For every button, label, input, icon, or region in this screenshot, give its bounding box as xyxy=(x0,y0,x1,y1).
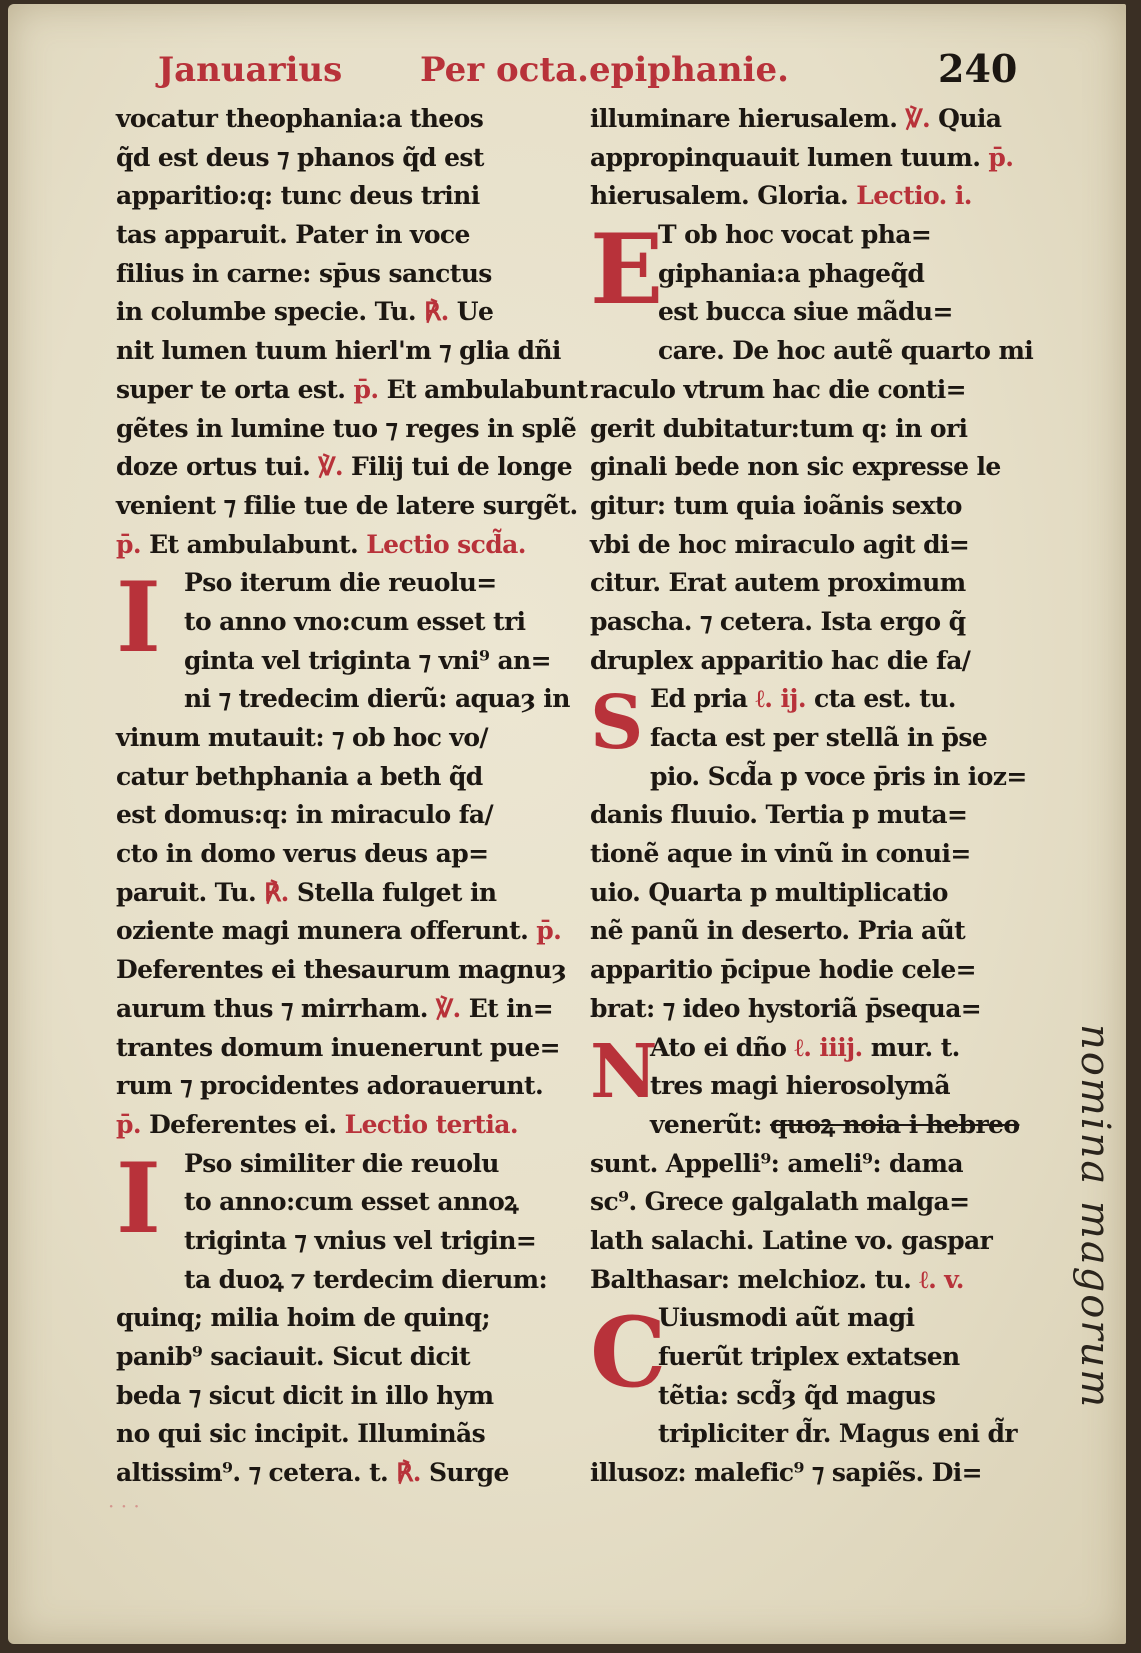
right-column xyxy=(590,100,1035,1493)
text-segment: est domus:q: in miraculo fa/ xyxy=(116,800,493,830)
rubric-text: p̄. xyxy=(116,529,141,559)
header-month: Januarius xyxy=(158,50,343,90)
text-segment: giphania:a phageq̃d xyxy=(658,258,925,288)
text-line xyxy=(590,796,1035,835)
text-segment: illuminare hierusalem. xyxy=(590,104,906,133)
text-segment: beda ⁊ sicut dicit in illo hym xyxy=(116,1380,494,1410)
text-line xyxy=(116,1338,556,1377)
text-segment: nẽ panũ in deserto. Pria aũt xyxy=(590,916,966,946)
text-segment: quoꝝ noia i hebreo xyxy=(769,1109,1020,1139)
text-segment: vocatur theophania:a theos xyxy=(116,104,484,133)
text-line xyxy=(116,719,556,758)
text-segment: Surge xyxy=(420,1458,509,1488)
text-segment: Stella fulget in xyxy=(288,877,497,907)
red-initial-capital: I xyxy=(116,561,161,675)
text-segment: Balthasar: melchioz. tu. xyxy=(590,1264,920,1294)
text-line xyxy=(590,1183,1035,1222)
text-line xyxy=(590,177,1035,216)
text-line xyxy=(116,835,556,874)
text-line xyxy=(590,874,1035,913)
red-initial-capital: I xyxy=(116,1141,161,1255)
text-line xyxy=(116,255,556,294)
text-line xyxy=(116,951,567,990)
text-line xyxy=(116,216,556,255)
text-segment: apparitio:q: tunc deus trini xyxy=(116,181,480,211)
text-segment: fuerũt triplex extatsen xyxy=(658,1342,960,1371)
text-line xyxy=(116,874,556,913)
text-segment: catur bethphania a beth q̃d xyxy=(116,761,483,791)
manuscript-page xyxy=(8,4,1126,1644)
text-segment: triginta ⁊ vnius vel trigin= xyxy=(184,1225,537,1255)
text-segment: to anno vno:cum esset tri xyxy=(184,606,526,636)
rubric-text: ℣. xyxy=(318,452,343,482)
text-segment: tionẽ aque in vinũ in conui= xyxy=(590,839,971,869)
text-segment: vbi de hoc miraculo agit di= xyxy=(590,529,970,559)
handwritten-marginalia: nomina magorum xyxy=(1072,1024,1118,1410)
text-segment: sunt. Appelli⁹: ameli⁹: dama xyxy=(590,1148,963,1178)
text-segment: Deferentes ei thesaurum magnuȝ xyxy=(116,955,567,985)
rubric-text: ℓ. ij. xyxy=(755,684,806,714)
text-line xyxy=(590,951,1035,990)
text-line xyxy=(116,564,556,603)
text-line xyxy=(590,835,1035,874)
text-line xyxy=(590,1261,1035,1300)
text-segment: in columbe specie. Tu. xyxy=(116,297,425,327)
text-segment: gitur: tum quia ioãnis sexto xyxy=(590,490,962,520)
text-segment: care. De hoc autẽ quarto mi xyxy=(658,336,1034,366)
text-segment: ginta vel triginta ⁊ vni⁹ an= xyxy=(184,645,551,675)
red-initial-capital: E xyxy=(590,213,663,327)
text-segment: Filij tui de longe xyxy=(342,452,572,482)
rubric-text: ℣. xyxy=(436,993,461,1023)
text-segment: Quia xyxy=(930,104,1002,133)
text-segment: druplex apparitio hac die fa/ xyxy=(590,645,971,675)
text-segment: mur. t. xyxy=(862,1032,960,1062)
text-segment: est bucca siue mãdu= xyxy=(658,297,953,327)
text-segment: panib⁹ saciauit. Sicut dicit xyxy=(116,1342,470,1371)
text-segment: ni ⁊ tredecim dierũ: aquaȝ in xyxy=(184,684,570,714)
text-line xyxy=(116,1106,556,1145)
text-line xyxy=(116,100,556,139)
text-segment: Et ambulabunt. xyxy=(140,529,367,559)
text-line xyxy=(116,758,556,797)
text-line xyxy=(590,100,1035,139)
text-segment: hierusalem. Gloria. xyxy=(590,181,857,211)
text-segment: no qui sic incipit. Illuminãs xyxy=(116,1419,486,1449)
text-line xyxy=(116,1067,556,1106)
text-segment: ta duoꝝ ⁊ terdecim dierum: xyxy=(184,1264,548,1294)
text-segment: venient ⁊ filie tue de latere surgẽt. xyxy=(116,490,578,520)
text-line xyxy=(116,448,572,487)
text-line xyxy=(590,526,1035,565)
text-segment: trantes domum inuenerunt pue= xyxy=(116,1032,560,1062)
text-segment: Uiusmodi aũt magi xyxy=(658,1303,915,1333)
text-line xyxy=(590,1222,1035,1261)
rubric-text: Lectio scd̃a. xyxy=(366,529,526,559)
text-line xyxy=(590,719,1035,758)
text-line xyxy=(116,293,556,332)
text-segment: citur. Erat autem proximum xyxy=(590,568,966,598)
text-line xyxy=(116,1145,556,1184)
text-line xyxy=(116,487,578,526)
text-segment: Pso iterum die reuolu= xyxy=(184,568,497,598)
text-segment: pascha. ⁊ cetera. Ista ergo q̃ xyxy=(590,606,966,636)
text-line xyxy=(116,410,577,449)
text-line xyxy=(590,371,1035,410)
text-segment: oziente magi munera offerunt. xyxy=(116,916,537,946)
text-line xyxy=(590,448,1035,487)
rubric-text: p̄. xyxy=(116,1109,141,1139)
text-segment: pio. Scd̃a p voce p̄ris in ioz= xyxy=(650,761,1027,791)
text-line xyxy=(116,912,562,951)
red-initial-capital: N xyxy=(590,1028,658,1115)
text-segment: tẽtia: scd̃ȝ q̃d magus xyxy=(658,1380,936,1410)
text-line xyxy=(116,526,556,565)
text-line xyxy=(116,796,556,835)
text-line xyxy=(590,603,1035,642)
text-line xyxy=(116,990,556,1029)
text-segment: facta est per stellã in p̄se xyxy=(650,723,988,752)
text-line xyxy=(116,1377,556,1416)
text-segment: vinum mutauit: ⁊ ob hoc vo/ xyxy=(116,723,488,752)
red-initial-capital: S xyxy=(590,680,643,767)
text-line xyxy=(116,371,588,410)
text-line xyxy=(590,1029,1035,1068)
text-line xyxy=(590,487,1035,526)
text-line xyxy=(590,1067,1035,1106)
red-initial-capital: C xyxy=(590,1296,666,1410)
text-line xyxy=(116,1183,556,1222)
text-segment: Ue xyxy=(448,297,494,327)
text-line xyxy=(590,332,1035,371)
text-segment: Ed pria xyxy=(650,684,756,714)
text-segment: T ob hoc vocat pha= xyxy=(658,220,932,250)
text-segment: to anno:cum esset annoꝝ xyxy=(184,1187,519,1217)
text-segment: tas apparuit. Pater in voce xyxy=(116,220,470,250)
text-line xyxy=(590,1145,1035,1184)
text-segment: Et ambulabunt xyxy=(378,374,588,404)
rubric-text: ℓ. v. xyxy=(919,1264,964,1294)
text-line xyxy=(116,177,556,216)
text-line xyxy=(590,1106,1035,1145)
text-segment: brat: ⁊ ideo hystoriã p̄sequa= xyxy=(590,993,982,1023)
text-segment: super te orta est. xyxy=(116,374,354,404)
text-line xyxy=(590,139,1035,178)
text-segment: cta est. tu. xyxy=(805,684,956,714)
text-segment: filius in carne: sp̄us sanctus xyxy=(116,258,492,288)
text-segment: tripliciter d̃r. Magus eni d̃r xyxy=(658,1419,1017,1449)
text-segment: venerũt: xyxy=(650,1109,770,1139)
text-line xyxy=(590,642,1035,681)
rubric-text: p̄. xyxy=(353,374,379,404)
text-line xyxy=(590,912,1035,951)
text-line xyxy=(590,758,1035,797)
text-line xyxy=(116,332,561,371)
text-segment: apparitio p̄cipue hodie cele= xyxy=(590,955,977,985)
text-line xyxy=(590,990,1035,1029)
rubric-text: ℟. xyxy=(396,1458,421,1488)
left-column xyxy=(116,100,588,1493)
text-segment: q̃d est deus ⁊ phanos q̃d est xyxy=(116,142,484,172)
text-segment: cto in domo verus deus ap= xyxy=(116,839,489,869)
text-line xyxy=(590,410,1035,449)
header-title: Per octa.epiphanie. xyxy=(420,50,789,90)
text-line xyxy=(116,603,556,642)
text-segment: Et in= xyxy=(460,993,554,1023)
text-segment: uio. Quarta p multiplicatio xyxy=(590,877,948,907)
text-segment: ginali bede non sic expresse le xyxy=(590,452,1001,482)
text-segment: lath salachi. Latine vo. gaspar xyxy=(590,1225,993,1255)
text-segment: quinq; milia hoim de quinq; xyxy=(116,1303,491,1333)
text-line xyxy=(590,1454,1035,1493)
text-segment: paruit. Tu. xyxy=(116,877,265,907)
text-segment: illusoz: malefic⁹ ⁊ sapiẽs. Di= xyxy=(590,1458,983,1488)
folio-number: 240 xyxy=(938,46,1018,91)
text-segment: gẽtes in lumine tuo ⁊ reges in splẽ xyxy=(116,413,577,443)
running-header xyxy=(158,46,1038,100)
text-segment: rum ⁊ procidentes adorauerunt. xyxy=(116,1071,544,1101)
text-line xyxy=(116,1415,556,1454)
rubric-text: Lectio. i. xyxy=(856,181,972,211)
rubric-text: p̄. xyxy=(988,142,1014,172)
text-line xyxy=(116,680,570,719)
text-segment: Deferentes ei. xyxy=(140,1109,345,1139)
text-line xyxy=(590,564,1035,603)
text-line xyxy=(116,1222,556,1261)
rubric-text: Lectio tertia. xyxy=(344,1109,518,1139)
text-line xyxy=(590,680,1035,719)
rubric-text: ℣. xyxy=(905,104,931,133)
text-segment: Ato ei dño xyxy=(650,1032,795,1062)
text-line xyxy=(116,1299,556,1338)
text-segment: aurum thus ⁊ mirrham. xyxy=(116,993,437,1023)
text-line xyxy=(590,1415,1035,1454)
rubric-text: ℓ. iiij. xyxy=(794,1032,863,1062)
pencil-mark: · · · xyxy=(108,1494,140,1518)
text-segment: altissim⁹. ⁊ cetera. t. xyxy=(116,1458,397,1488)
text-segment: appropinquauit lumen tuum. xyxy=(590,142,989,172)
text-line xyxy=(116,1454,556,1493)
rubric-text: ℟. xyxy=(264,877,289,907)
text-line xyxy=(116,642,556,681)
text-segment: raculo vtrum hac die conti= xyxy=(590,374,966,404)
text-segment: Pso similiter die reuolu xyxy=(184,1148,499,1178)
text-line xyxy=(116,139,556,178)
text-segment: gerit dubitatur:tum q: in ori xyxy=(590,413,968,443)
rubric-text: ℟. xyxy=(424,297,449,327)
text-segment: sc⁹. Grece galgalath malga= xyxy=(590,1187,970,1217)
text-segment: nit lumen tuum hierl'm ⁊ glia dñi xyxy=(116,336,561,366)
text-line xyxy=(116,1029,560,1068)
text-line xyxy=(116,1261,556,1300)
text-segment: danis fluuio. Tertia p muta= xyxy=(590,800,968,830)
text-segment: doze ortus tui. xyxy=(116,452,319,482)
rubric-text: p̄. xyxy=(536,916,562,946)
text-segment: tres magi hierosolymã xyxy=(650,1071,950,1101)
